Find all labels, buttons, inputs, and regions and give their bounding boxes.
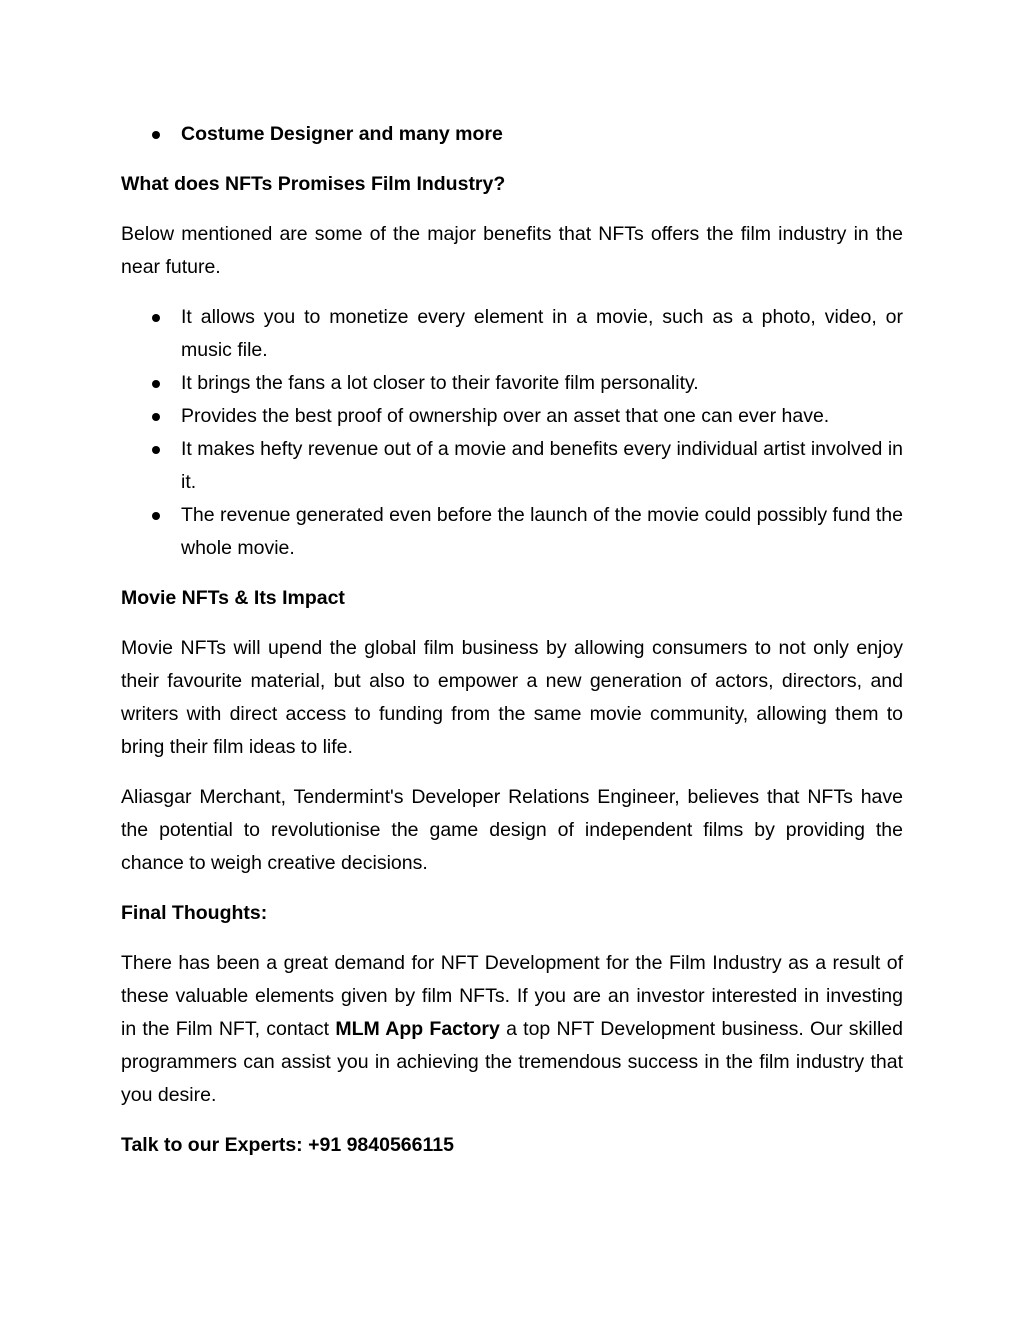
final-thoughts-paragraph	[121, 947, 903, 1112]
bullet-icon	[152, 512, 160, 520]
list-item	[121, 400, 903, 433]
company-name: MLM App Factory	[335, 1018, 500, 1040]
list-item	[121, 301, 903, 367]
final-text-before: There has been a great demand for NFT Development for the Film Industry as a result of these valuable elements given by film NFTs. If you are an investor interested in investing in the Film NFT, contact	[121, 952, 903, 1040]
final-text-after: a top NFT Development business. Our skilled programmers can assist you in achieving the tremendous success in the film industry that you desire.	[121, 1018, 903, 1106]
top-bullet-list	[121, 118, 903, 151]
section-heading-impact: Movie NFTs & Its Impact	[121, 587, 345, 609]
list-item	[121, 118, 903, 151]
section-heading-final-thoughts: Final Thoughts:	[121, 902, 268, 924]
list-item	[121, 499, 903, 565]
list-item	[121, 367, 903, 400]
bullet-text: Costume Designer and many more	[181, 123, 503, 145]
document-page	[121, 118, 903, 1162]
bullet-icon	[152, 380, 160, 388]
section-heading-benefits: What does NFTs Promises Film Industry?	[121, 173, 506, 195]
bullet-text: It brings the fans a lot closer to their favorite film personality.	[181, 372, 699, 394]
benefits-list	[121, 301, 903, 565]
impact-paragraph-1: Movie NFTs will upend the global film business by allowing consumers to not only enjoy their favourite material, but also to empower a new generation of actors, directors, and writers with direct access to funding from the same movie community, allowing them to bring their film ideas to life.	[121, 637, 903, 758]
bullet-text: It allows you to monetize every element in a movie, such as a photo, video, or music file.	[181, 306, 903, 361]
bullet-text: The revenue generated even before the launch of the movie could possibly fund the whole movie.	[181, 504, 903, 559]
intro-paragraph: Below mentioned are some of the major benefits that NFTs offers the film industry in the near future.	[121, 223, 903, 278]
list-item	[121, 433, 903, 499]
bullet-text: Provides the best proof of ownership over an asset that one can ever have.	[181, 405, 830, 427]
bullet-icon	[152, 131, 160, 139]
impact-paragraph-2: Aliasgar Merchant, Tendermint's Developer Relations Engineer, believes that NFTs have the potential to revolutionise the game design of independent films by providing the chance to weigh creative decisions.	[121, 786, 903, 874]
contact-line: Talk to our Experts: +91 9840566115	[121, 1134, 454, 1156]
bullet-icon	[152, 413, 160, 421]
bullet-icon	[152, 314, 160, 322]
bullet-icon	[152, 446, 160, 454]
bullet-text: It makes hefty revenue out of a movie and benefits every individual artist involved in it.	[181, 438, 903, 493]
